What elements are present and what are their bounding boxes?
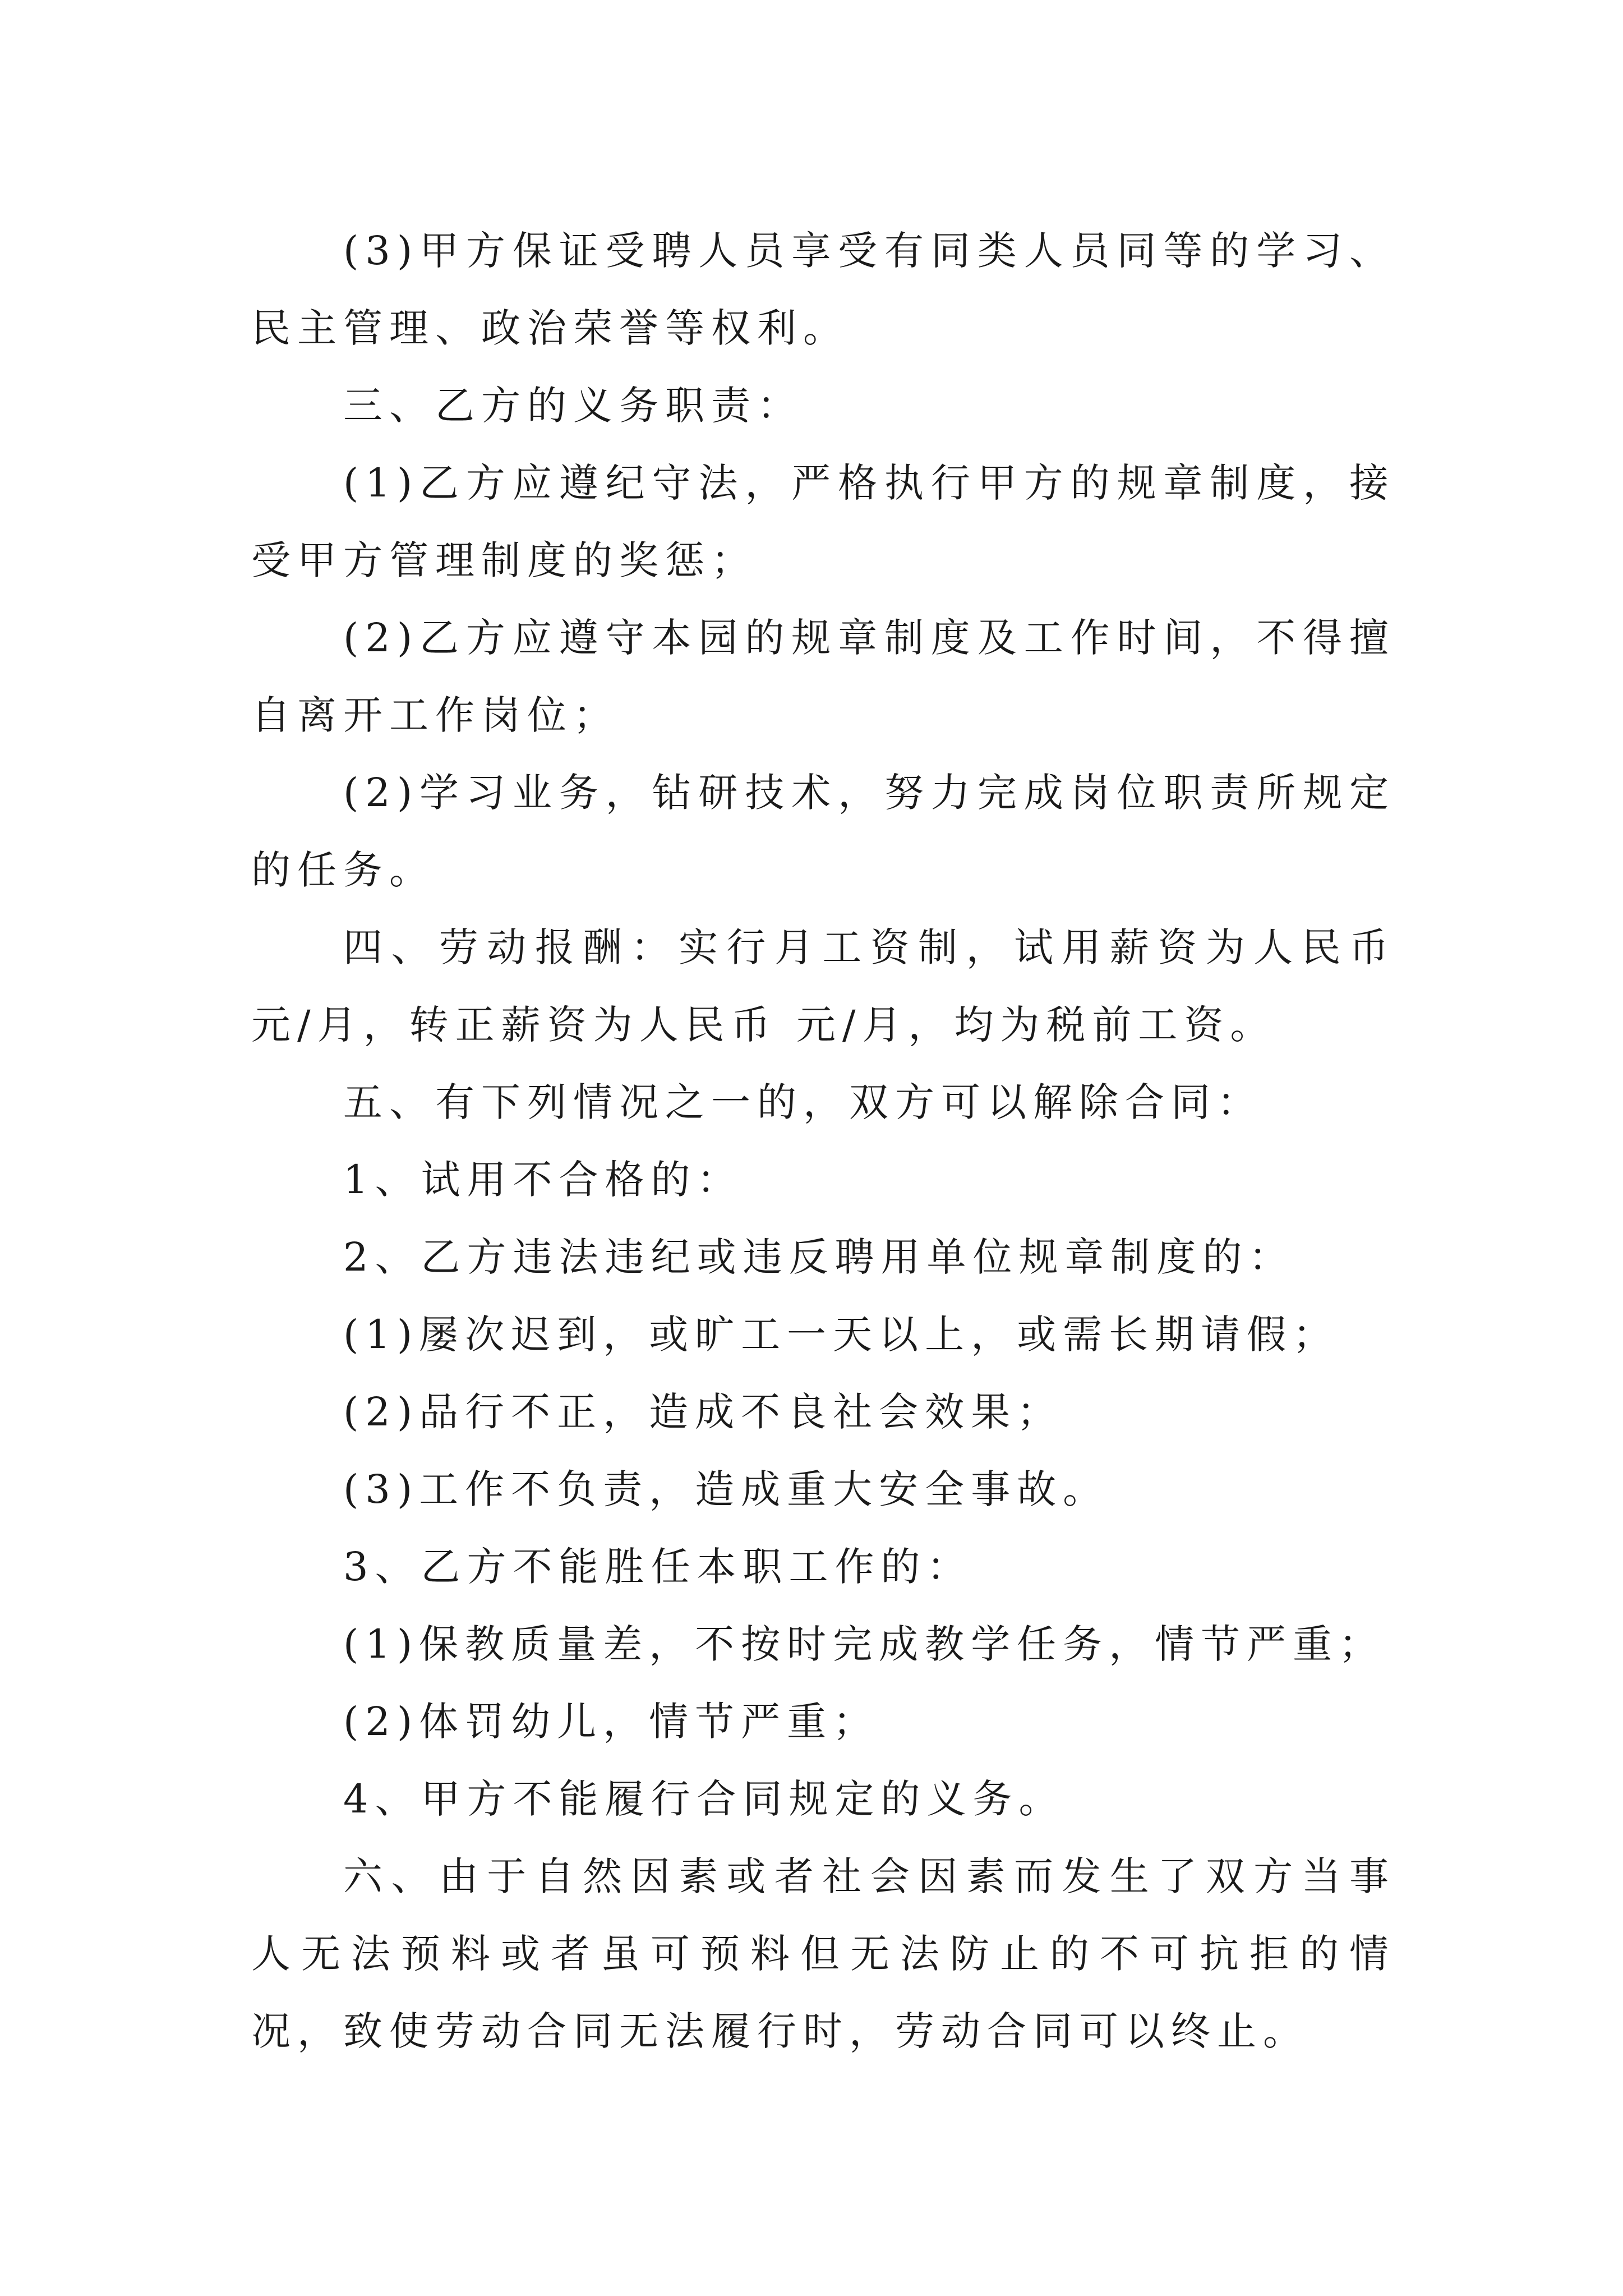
section-heading: 三、乙方的义务职责： — [343, 383, 803, 429]
paragraph: (2)学习业务，钻研技术，努力完成岗位职责所规定的任务。 — [251, 770, 1395, 893]
list-item: (2)品行不正，造成不良社会效果； — [343, 1389, 1063, 1435]
list-item: (1)屡次迟到，或旷工一天以上，或需长期请假； — [343, 1312, 1339, 1358]
list-item: (1)保教质量差，不按时完成教学任务，情节严重； — [343, 1621, 1385, 1667]
document-body — [251, 212, 1395, 2070]
list-item: 4、甲方不能履行合同规定的义务。 — [343, 1776, 1065, 1822]
list-item: (2)体罚幼儿，情节严重； — [343, 1699, 879, 1745]
paragraph: (3)甲方保证受聘人员享受有同类人员同等的学习、民主管理、政治荣誉等权利。 — [251, 228, 1395, 351]
list-item: 2、乙方违法违纪或违反聘用单位规章制度的： — [343, 1234, 1295, 1280]
section-heading: 六、由于自然因素或者社会因素而发生了双方当事人无法预料或者虽可预料但无法防止的不可抗拒的情况，致使劳动合同无法履行时，劳动合同可以终止。 — [251, 1853, 1395, 2054]
list-item: 3、乙方不能胜任本职工作的： — [343, 1544, 973, 1590]
paragraph: (1)乙方应遵纪守法，严格执行甲方的规章制度，接受甲方管理制度的奖惩； — [251, 460, 1395, 583]
section-heading: 五、有下列情况之一的，双方可以解除合同： — [343, 1079, 1263, 1125]
list-item: 1、试用不合格的： — [343, 1157, 743, 1203]
section-heading: 四、劳动报酬：实行月工资制，试用薪资为人民币 元/月，转正薪资为人民币 元/月，均为税前工资。 — [251, 924, 1395, 1048]
paragraph: (2)乙方应遵守本园的规章制度及工作时间，不得擅自离开工作岗位； — [251, 615, 1395, 738]
list-item: (3)工作不负责，造成重大安全事故。 — [343, 1466, 1109, 1512]
